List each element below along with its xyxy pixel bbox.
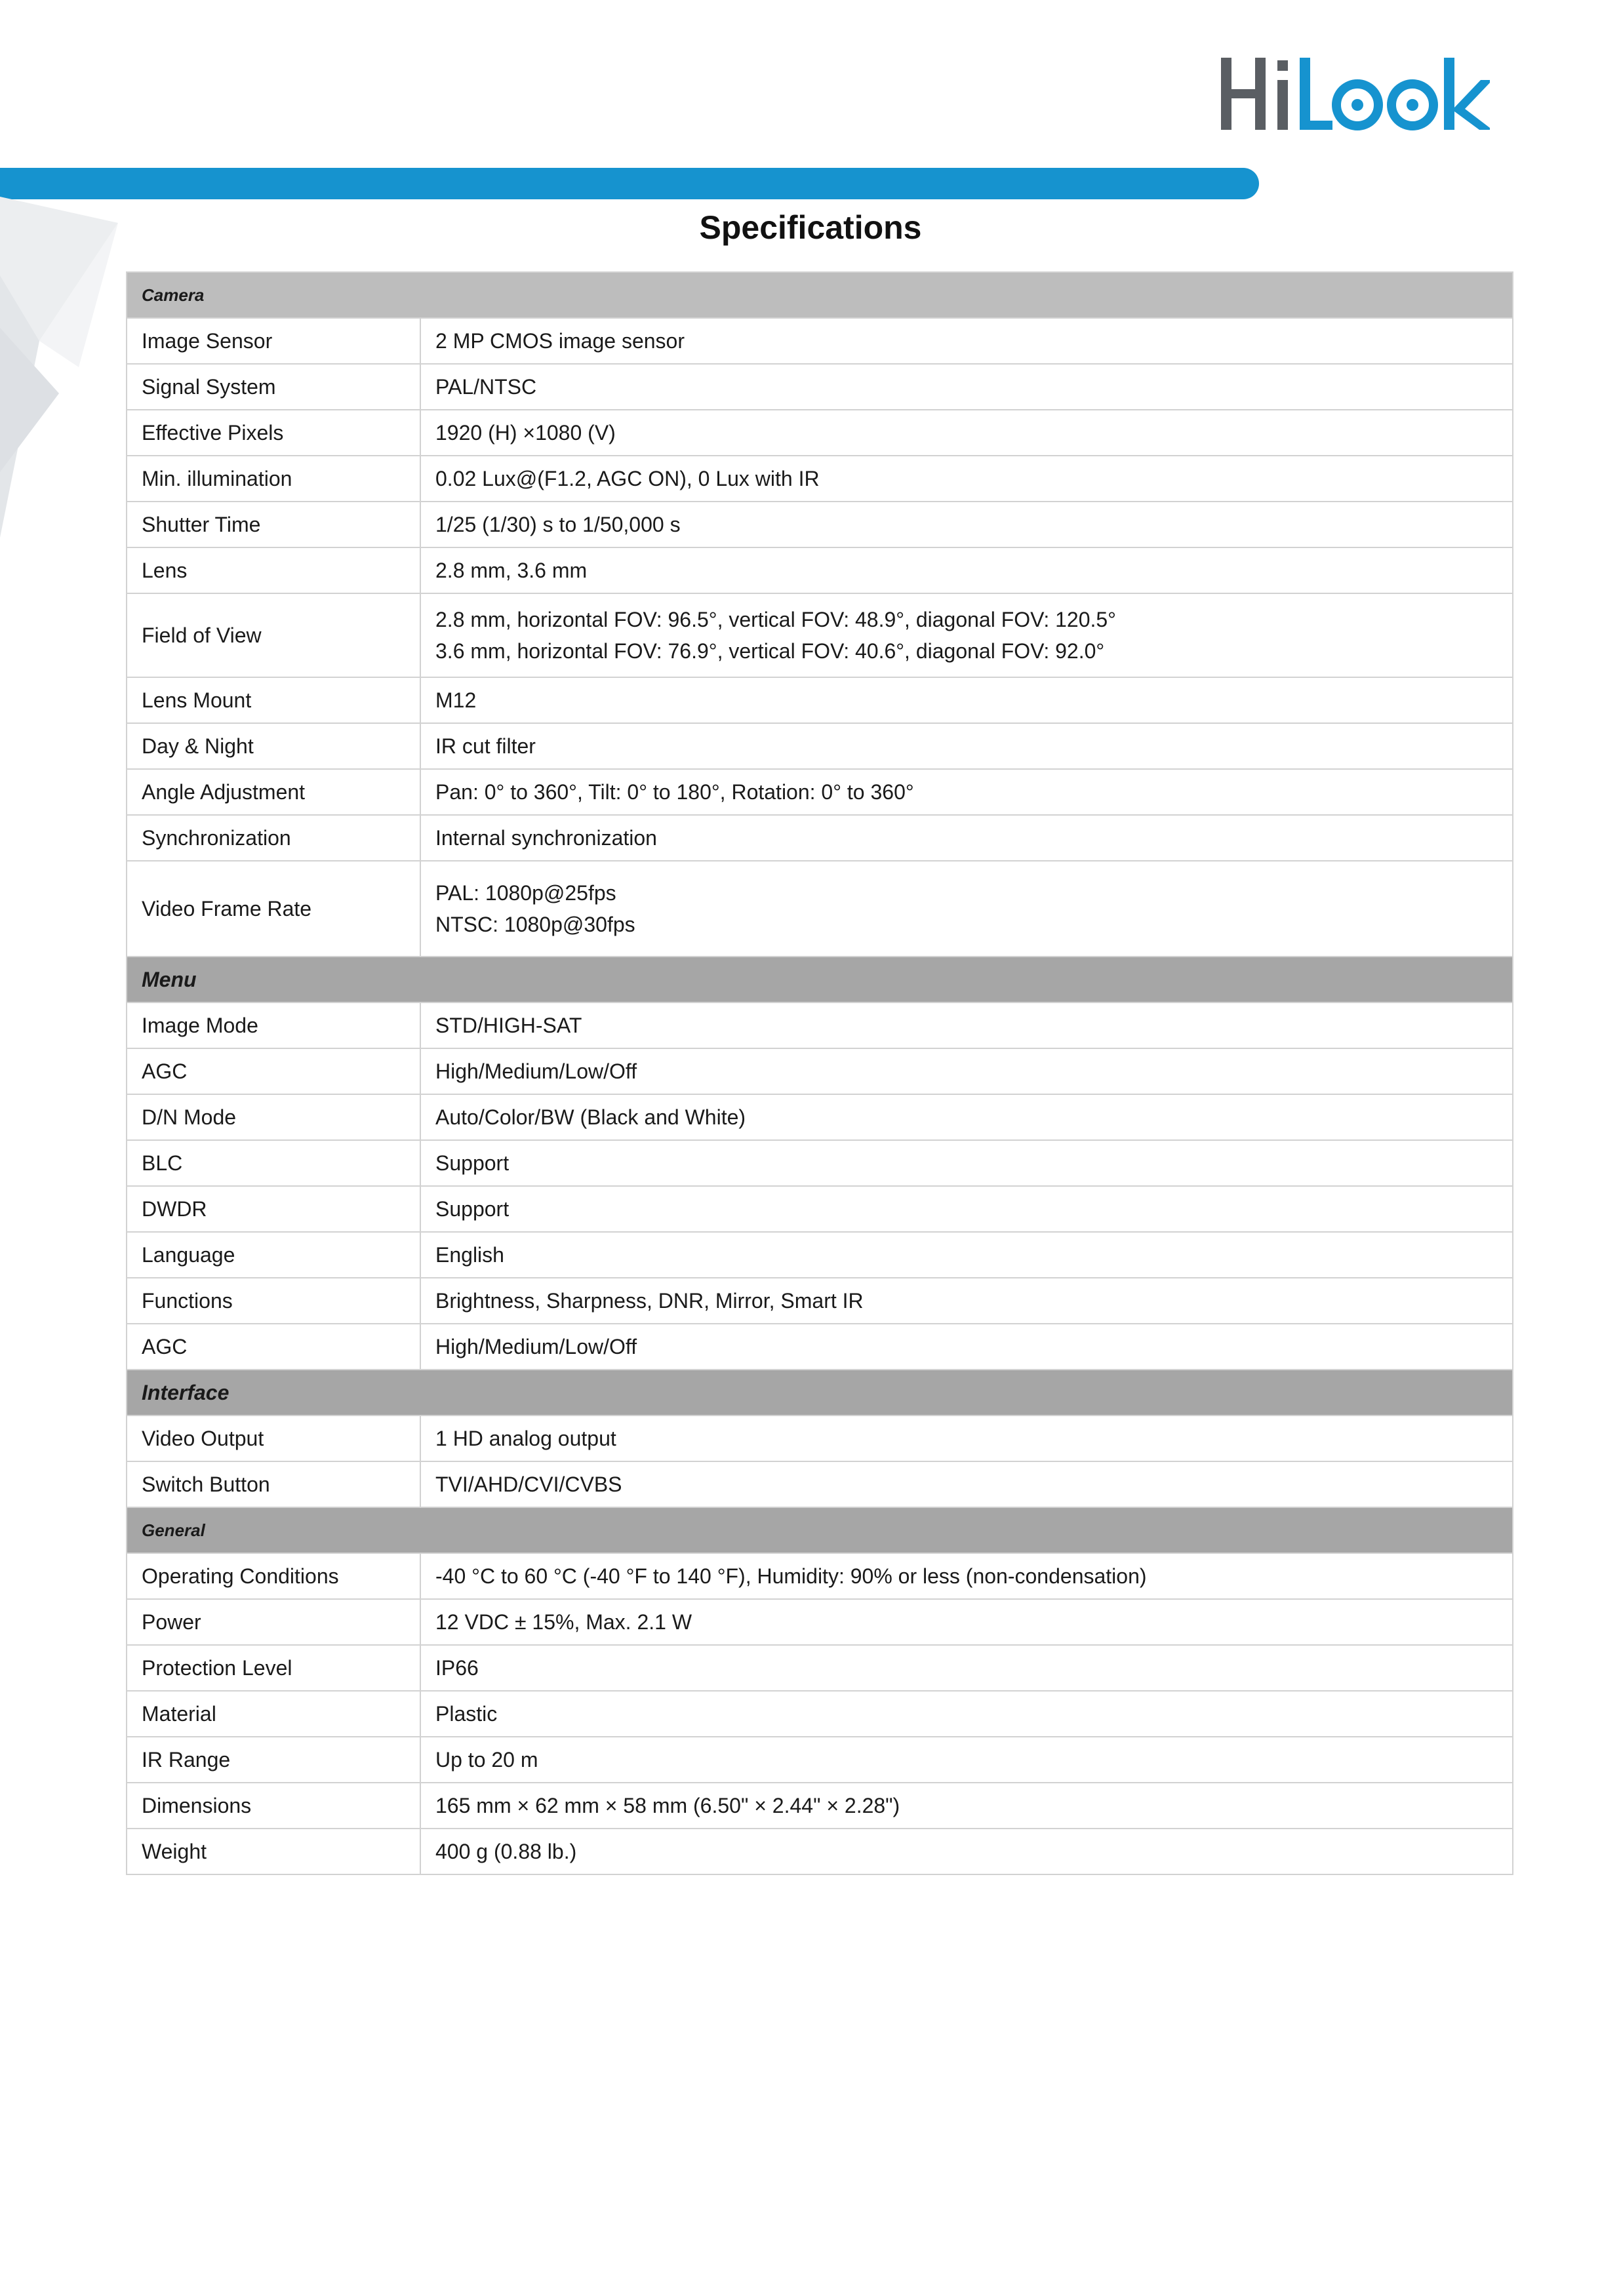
- spec-value: Up to 20 m: [420, 1737, 1513, 1783]
- spec-label: Operating Conditions: [127, 1553, 420, 1599]
- spec-label: Video Frame Rate: [127, 861, 420, 957]
- spec-label: Image Sensor: [127, 318, 420, 364]
- spec-row: [127, 1415, 1513, 1461]
- spec-value: Support: [420, 1140, 1513, 1186]
- spec-value: 400 g (0.88 lb.): [420, 1829, 1513, 1874]
- spec-value-line: 2.8 mm, horizontal FOV: 96.5°, vertical FOV: 48.9°, diagonal FOV: 120.5°: [435, 608, 1116, 631]
- spec-label: Functions: [127, 1278, 420, 1324]
- spec-label: Language: [127, 1232, 420, 1278]
- spec-value: Brightness, Sharpness, DNR, Mirror, Smart IR: [420, 1278, 1513, 1324]
- spec-value: -40 °C to 60 °C (-40 °F to 140 °F), Humidity: 90% or less (non-condensation): [420, 1553, 1513, 1599]
- spec-label: Material: [127, 1691, 420, 1737]
- page-title: Specifications: [699, 209, 922, 246]
- spec-row: [127, 593, 1513, 677]
- spec-label: Effective Pixels: [127, 410, 420, 456]
- decorative-polygon-graphic: [0, 197, 131, 538]
- spec-row: [127, 723, 1513, 769]
- section-header: [127, 1507, 1513, 1553]
- spec-row: [127, 861, 1513, 957]
- section-title: General: [127, 1507, 1513, 1553]
- spec-value-line: NTSC: 1080p@30fps: [435, 913, 635, 936]
- spec-label: Dimensions: [127, 1783, 420, 1829]
- spec-value: STD/HIGH-SAT: [420, 1002, 1513, 1048]
- spec-label: DWDR: [127, 1186, 420, 1232]
- spec-label: Synchronization: [127, 815, 420, 861]
- spec-label: Image Mode: [127, 1002, 420, 1048]
- spec-row: [127, 364, 1513, 410]
- hilook-logo: [1221, 51, 1490, 136]
- spec-value-line: PAL: 1080p@25fps: [435, 881, 616, 905]
- spec-label: AGC: [127, 1324, 420, 1370]
- spec-row: [127, 1186, 1513, 1232]
- spec-value: Auto/Color/BW (Black and White): [420, 1094, 1513, 1140]
- spec-value: 0.02 Lux@(F1.2, AGC ON), 0 Lux with IR: [420, 456, 1513, 502]
- spec-row: [127, 769, 1513, 815]
- spec-row: [127, 1783, 1513, 1829]
- spec-value: 2 MP CMOS image sensor: [420, 318, 1513, 364]
- spec-value: Pan: 0° to 360°, Tilt: 0° to 180°, Rotation: 0° to 360°: [420, 769, 1513, 815]
- spec-label: Lens Mount: [127, 677, 420, 723]
- spec-row: [127, 1140, 1513, 1186]
- spec-value: IP66: [420, 1645, 1513, 1691]
- spec-value: Plastic: [420, 1691, 1513, 1737]
- header-accent-bar: [0, 168, 1259, 199]
- spec-row: [127, 456, 1513, 502]
- spec-label: Lens: [127, 547, 420, 593]
- spec-value: English: [420, 1232, 1513, 1278]
- spec-label: AGC: [127, 1048, 420, 1094]
- spec-value: 1 HD analog output: [420, 1415, 1513, 1461]
- spec-value: PAL/NTSC: [420, 364, 1513, 410]
- spec-value: High/Medium/Low/Off: [420, 1048, 1513, 1094]
- section-title: Menu: [127, 957, 1513, 1002]
- spec-row: [127, 1048, 1513, 1094]
- spec-row: [127, 1278, 1513, 1324]
- section-header: [127, 1370, 1513, 1415]
- section-title: Interface: [127, 1370, 1513, 1415]
- section-header: [127, 272, 1513, 318]
- spec-row: [127, 1553, 1513, 1599]
- spec-row: [127, 547, 1513, 593]
- spec-value: 1920 (H) ×1080 (V): [420, 410, 1513, 456]
- spec-label: Day & Night: [127, 723, 420, 769]
- spec-row: [127, 1232, 1513, 1278]
- spec-row: [127, 1094, 1513, 1140]
- spec-label: Shutter Time: [127, 502, 420, 547]
- spec-value: 1/25 (1/30) s to 1/50,000 s: [420, 502, 1513, 547]
- spec-row: [127, 318, 1513, 364]
- spec-value-line: 3.6 mm, horizontal FOV: 76.9°, vertical FOV: 40.6°, diagonal FOV: 92.0°: [435, 639, 1105, 663]
- spec-label: Signal System: [127, 364, 420, 410]
- spec-value: [420, 593, 1513, 677]
- spec-value: Support: [420, 1186, 1513, 1232]
- spec-value: 12 VDC ± 15%, Max. 2.1 W: [420, 1599, 1513, 1645]
- spec-row: [127, 677, 1513, 723]
- section-title: Camera: [127, 272, 1513, 318]
- spec-label: Video Output: [127, 1415, 420, 1461]
- spec-label: Power: [127, 1599, 420, 1645]
- spec-label: Weight: [127, 1829, 420, 1874]
- spec-row: [127, 1737, 1513, 1783]
- spec-label: IR Range: [127, 1737, 420, 1783]
- spec-row: [127, 1599, 1513, 1645]
- spec-label: Protection Level: [127, 1645, 420, 1691]
- spec-row: [127, 1829, 1513, 1874]
- spec-value: 165 mm × 62 mm × 58 mm (6.50" × 2.44" × 2.28"): [420, 1783, 1513, 1829]
- spec-value: M12: [420, 677, 1513, 723]
- spec-label: Min. illumination: [127, 456, 420, 502]
- spec-value: 2.8 mm, 3.6 mm: [420, 547, 1513, 593]
- spec-row: [127, 1645, 1513, 1691]
- spec-row: [127, 1002, 1513, 1048]
- specifications-table: [126, 271, 1513, 1875]
- spec-value: IR cut filter: [420, 723, 1513, 769]
- spec-row: [127, 1461, 1513, 1507]
- spec-label: Angle Adjustment: [127, 769, 420, 815]
- spec-label: D/N Mode: [127, 1094, 420, 1140]
- spec-row: [127, 1324, 1513, 1370]
- spec-row: [127, 502, 1513, 547]
- section-header: [127, 957, 1513, 1002]
- spec-row: [127, 815, 1513, 861]
- spec-value: [420, 861, 1513, 957]
- spec-row: [127, 1691, 1513, 1737]
- spec-label: Switch Button: [127, 1461, 420, 1507]
- spec-value: High/Medium/Low/Off: [420, 1324, 1513, 1370]
- spec-value: Internal synchronization: [420, 815, 1513, 861]
- spec-label: Field of View: [127, 593, 420, 677]
- spec-value: TVI/AHD/CVI/CVBS: [420, 1461, 1513, 1507]
- spec-row: [127, 410, 1513, 456]
- spec-label: BLC: [127, 1140, 420, 1186]
